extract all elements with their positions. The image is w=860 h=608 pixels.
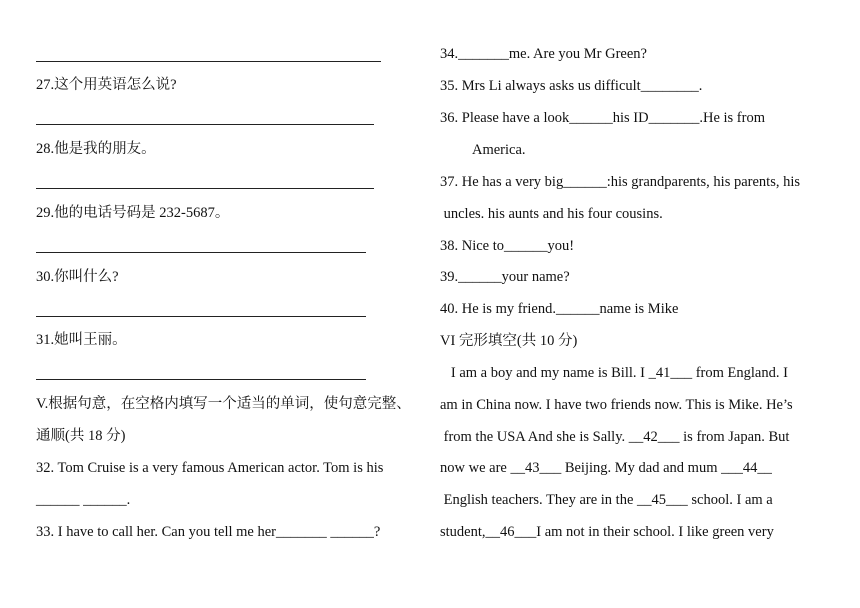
cloze-passage-line: from the USA And she is Sally. __42___ is from Japan. But xyxy=(440,429,790,445)
answer-line xyxy=(36,61,381,62)
section-5-title: V.根据句意，在空格内填写一个适当的单词，使句意完整、 xyxy=(36,396,411,412)
answer-line xyxy=(36,316,366,317)
cloze-passage-line: I am a boy and my name is Bill. I _41___ from England. I xyxy=(440,365,788,381)
cloze-passage-line: student,__46___I am not in their school. I like green very xyxy=(440,524,774,540)
cloze-passage-line: English teachers. They are in the __45___ school. I am a xyxy=(440,492,773,508)
cloze-passage-line: now we are __43___ Beijing. My dad and mum ___44__ xyxy=(440,460,772,476)
answer-line xyxy=(36,379,366,380)
cloze-passage-line: am in China now. I have two friends now. This is Mike. He’s xyxy=(440,397,793,413)
question-29: 29.他的电话号码是 232-5687。 xyxy=(36,205,230,221)
question-30: 30.你叫什么? xyxy=(36,269,119,285)
question-36-continued: America. xyxy=(472,142,526,158)
question-32-blanks: ______ ______. xyxy=(36,492,131,508)
question-35: 35. Mrs Li always asks us difficult________. xyxy=(440,78,703,94)
answer-line xyxy=(36,188,374,189)
section-5-title-continued: 通顺(共 18 分) xyxy=(36,428,126,444)
question-28: 28.他是我的朋友。 xyxy=(36,141,156,157)
section-6-title: VI 完形填空(共 10 分) xyxy=(440,333,578,349)
question-33: 33. I have to call her. Can you tell me her_______ ______? xyxy=(36,524,381,540)
answer-line xyxy=(36,252,366,253)
question-36: 36. Please have a look______his ID_______.He is from xyxy=(440,110,765,126)
question-37-continued: uncles. his aunts and his four cousins. xyxy=(440,206,663,222)
answer-line xyxy=(36,124,374,125)
question-39: 39.______your name? xyxy=(440,269,570,285)
question-38: 38. Nice to______you! xyxy=(440,238,575,254)
question-34: 34._______me. Are you Mr Green? xyxy=(440,46,647,62)
question-31: 31.她叫王丽。 xyxy=(36,332,127,348)
question-37: 37. He has a very big______:his grandparents, his parents, his xyxy=(440,174,801,190)
question-32: 32. Tom Cruise is a very famous American actor. Tom is his xyxy=(36,460,384,476)
question-40: 40. He is my friend.______name is Mike xyxy=(440,301,679,317)
question-27: 27.这个用英语怎么说? xyxy=(36,77,177,93)
